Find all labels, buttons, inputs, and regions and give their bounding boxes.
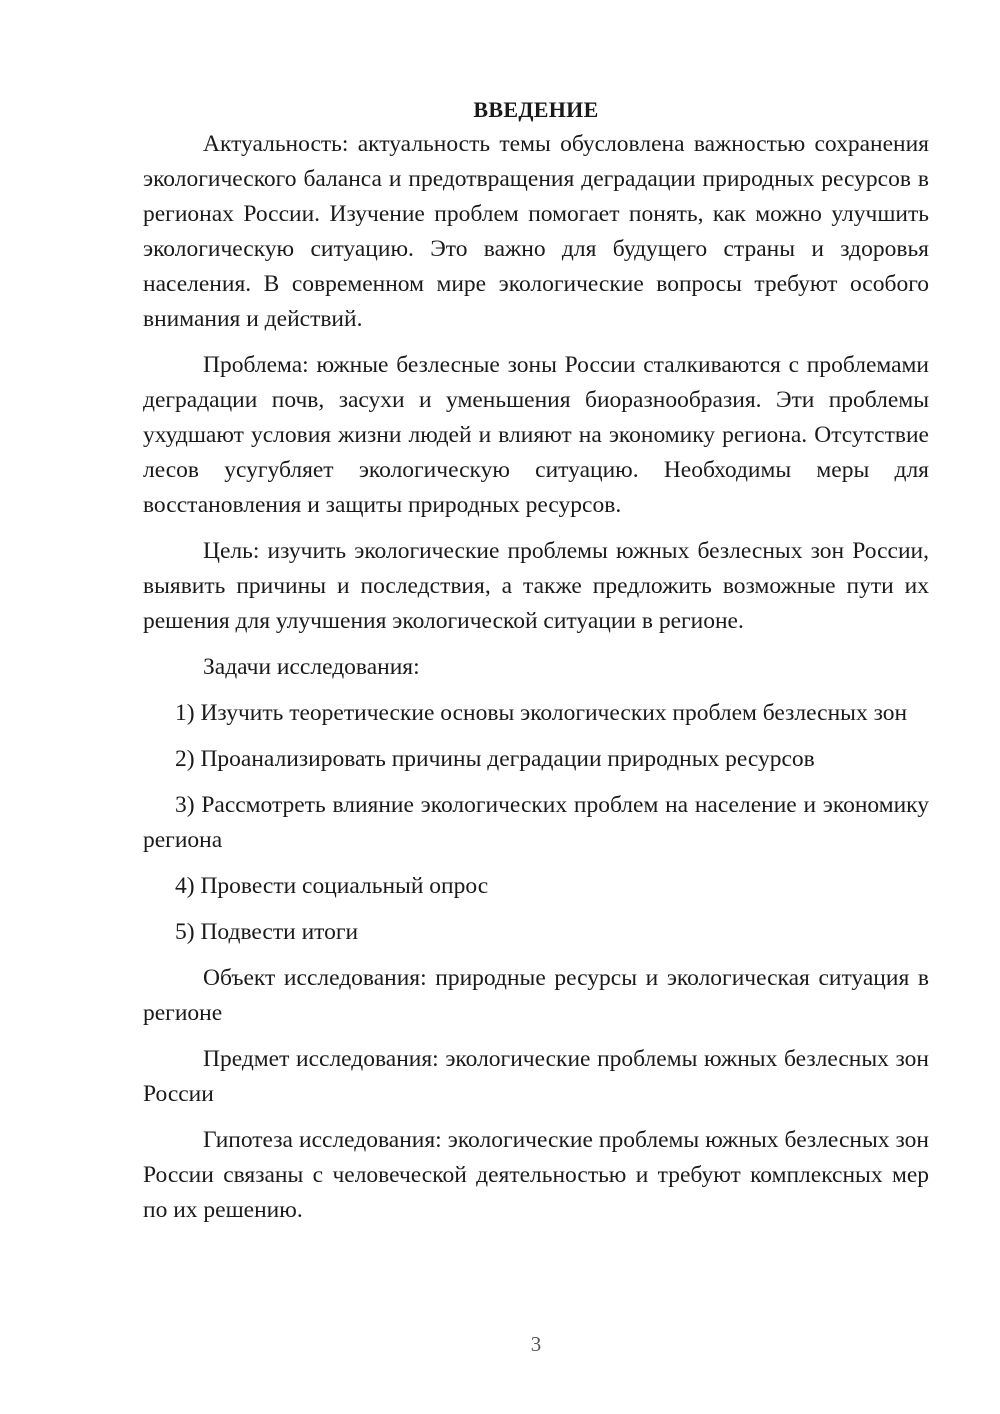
task-item-4: 4) Провести социальный опрос [175,873,489,899]
page-number: 3 [530,1332,542,1356]
page-title: ВВЕДЕНИЕ [473,97,599,122]
paragraph-problem: Проблема: южные безлесные зоны России сталкиваются с проблемами деградации почв, засухи и уменьшения биоразнообразия. Эти проблемы ухудшают условия жизни людей и влияют на экономику региона. Отсутствие лесов усугубляет экологическую ситуацию. Необходимы меры для восстановления и защиты природных ресурсов. [143,352,929,518]
task-item-1: 1) Изучить теоретические основы экологических проблем безлесных зон [175,700,908,726]
task-item-2: 2) Проанализировать причины деградации природных ресурсов [175,746,815,772]
paragraph-relevance: Актуальность: актуальность темы обусловлена важностью сохранения экологического баланса и предотвращения деградации природных ресурсов в регионах России. Изучение проблем помогает понять, как можно улучшить экологическую ситуацию. Это важно для будущего страны и здоровья населения. В современном мире экологические вопросы требуют особого внимания и действий. [143,131,929,332]
paragraph-tasks-heading: Задачи исследования: [203,654,420,680]
task-item-3: 3) Рассмотреть влияние экологических проблем на население и экономику региона [143,792,929,853]
paragraph-hypothesis: Гипотеза исследования: экологические проблемы южных безлесных зон России связаны с человеческой деятельностью и требуют комплексных мер по их решению. [143,1127,929,1223]
paragraph-object: Объект исследования: природные ресурсы и экологическая ситуация в регионе [143,965,929,1026]
task-item-5: 5) Подвести итоги [175,919,359,945]
paragraph-subject: Предмет исследования: экологические проблемы южных безлесных зон России [143,1046,929,1107]
document-page [143,92,929,1239]
paragraph-goal: Цель: изучить экологические проблемы южных безлесных зон России, выявить причины и последствия, а также предложить возможные пути их решения для улучшения экологической ситуации в регионе. [143,538,929,634]
